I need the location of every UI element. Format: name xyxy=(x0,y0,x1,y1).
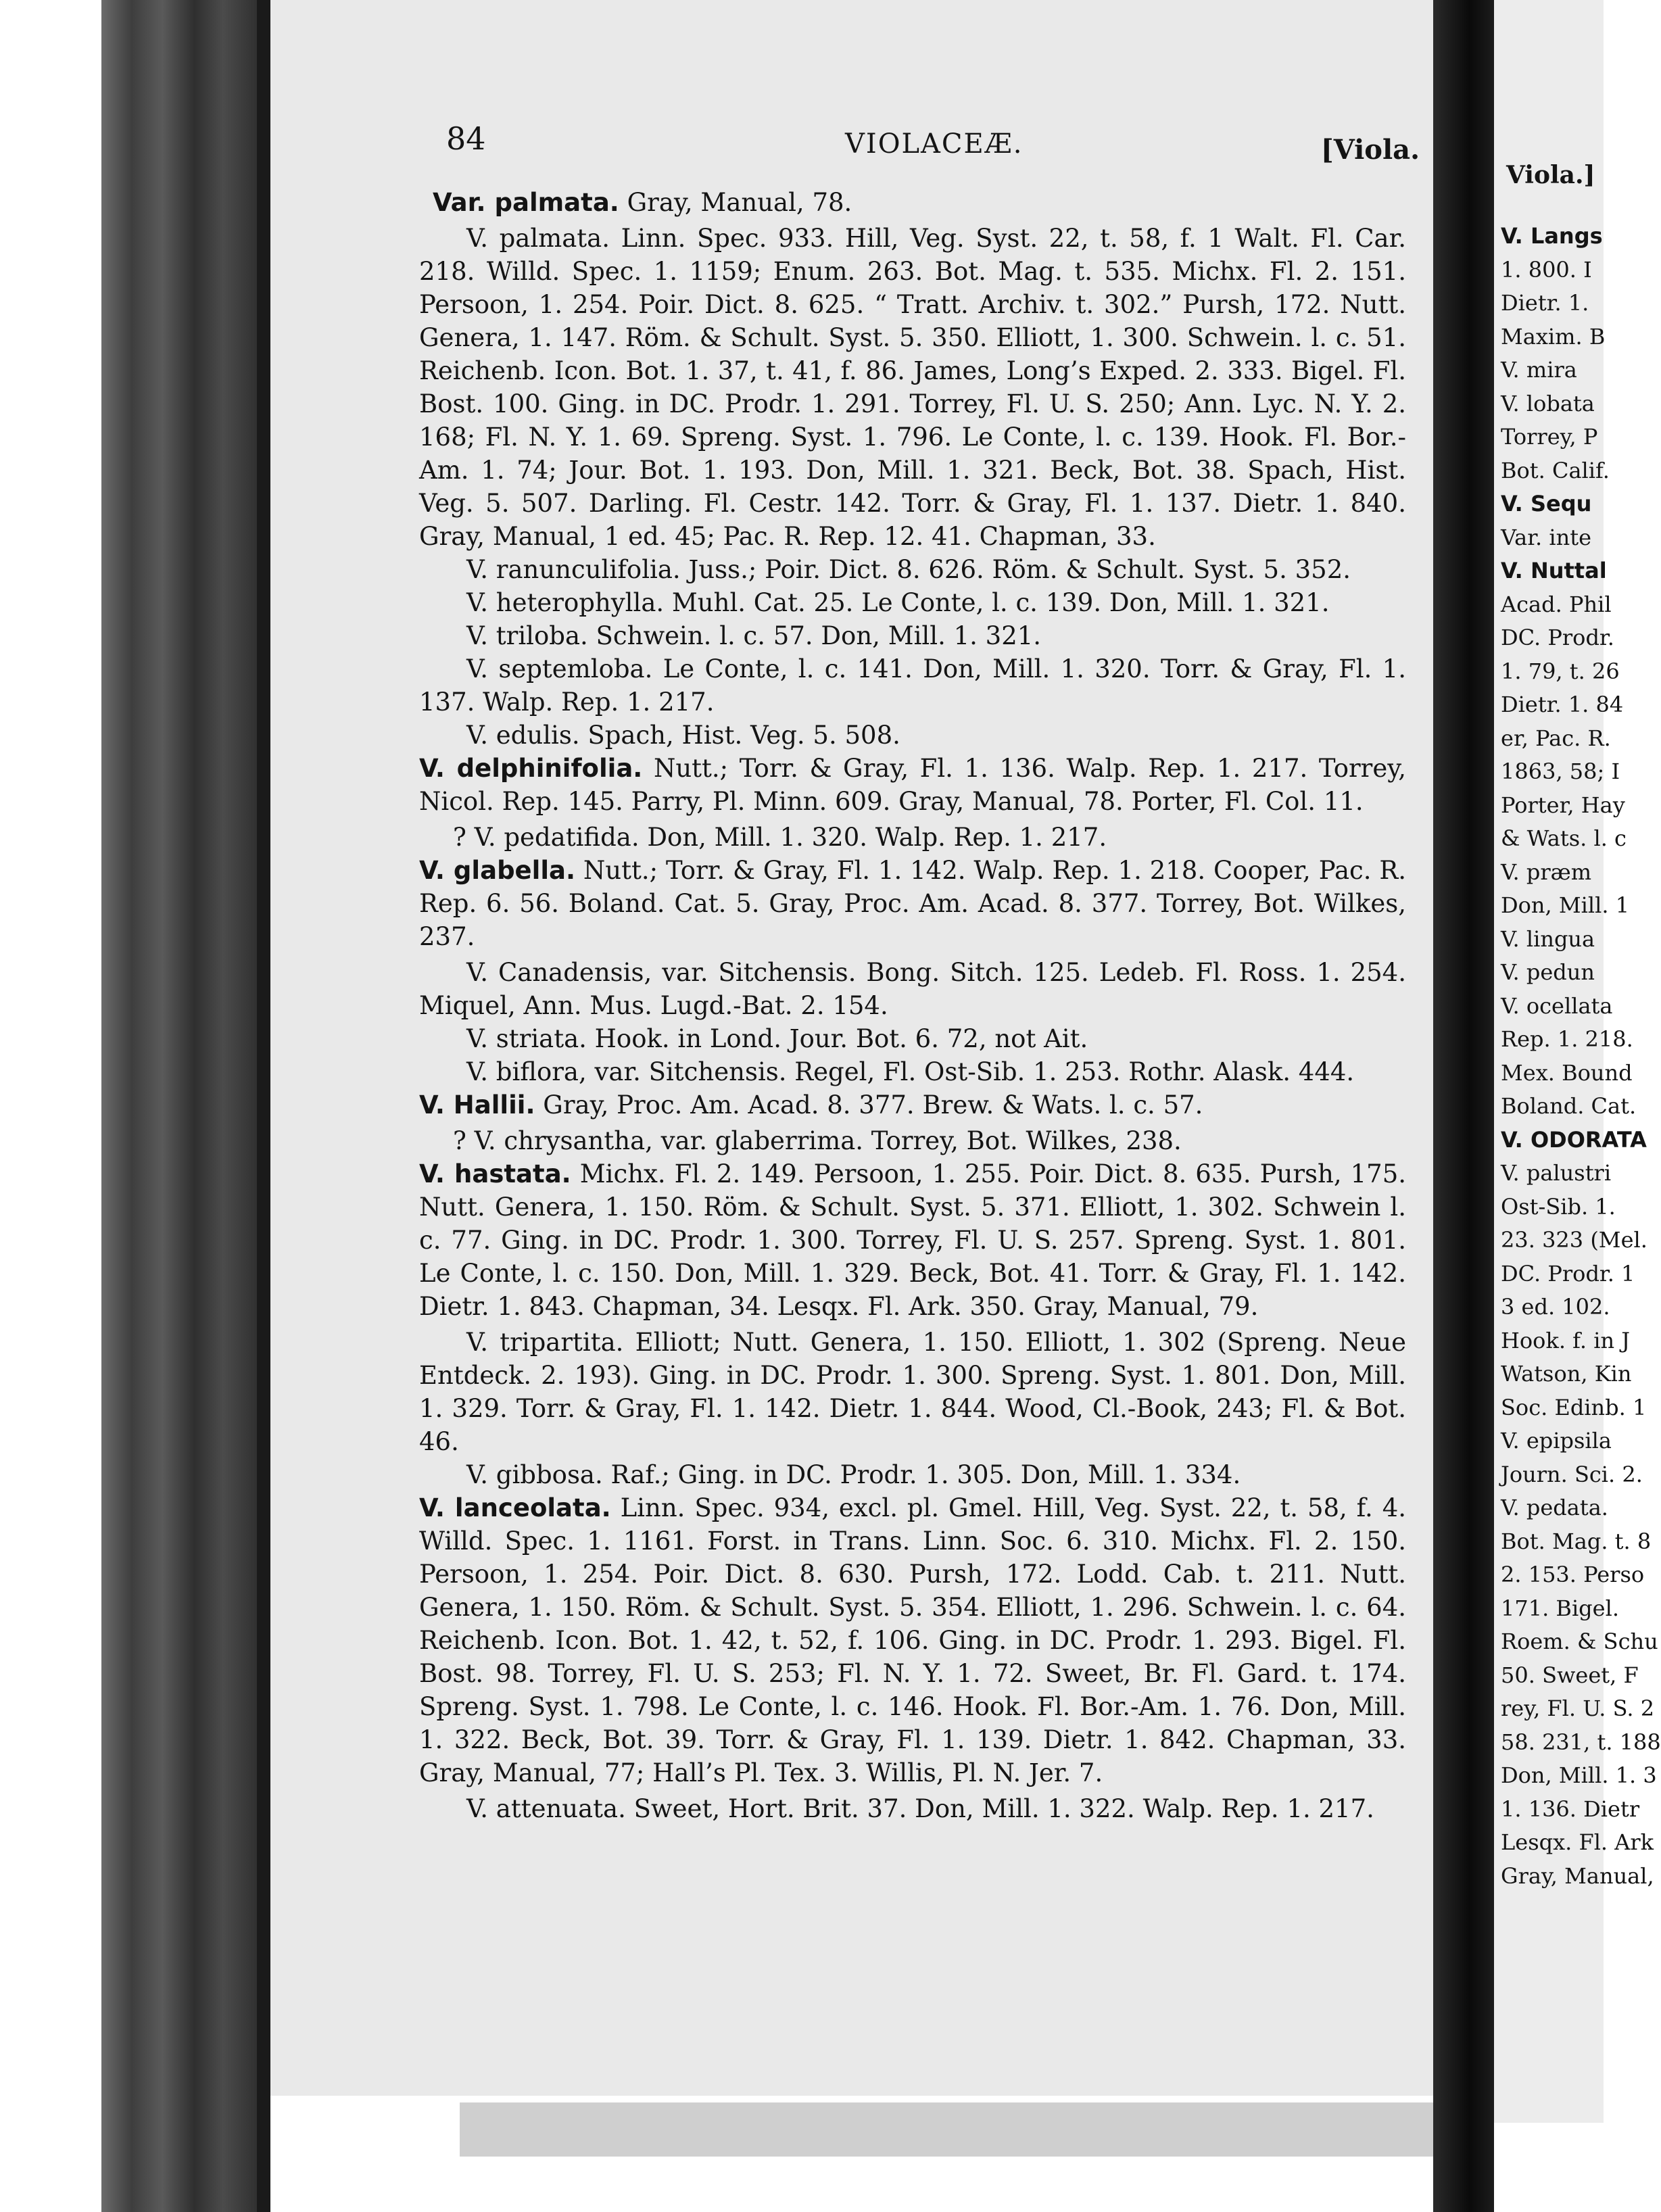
book-spine-shadow xyxy=(101,0,270,2212)
entry-palmata xyxy=(419,186,1406,219)
right-page-line: Dietr. 1. xyxy=(1501,290,1589,316)
right-page-line: V. Langs xyxy=(1501,223,1603,249)
right-page-line: 3 ed. 102. xyxy=(1501,1294,1610,1320)
synonym-pedatifida: ? V. pedatifida. Don, Mill. 1. 320. Walp. Rep. 1. 217. xyxy=(453,823,1107,852)
entry-heading: V. hastata. xyxy=(419,1159,571,1188)
right-page-line: rey, Fl. U. S. 2 xyxy=(1501,1696,1655,1721)
entry-text: Gray, Proc. Am. Acad. 8. 377. Brew. & Wats. l. c. 57. xyxy=(535,1090,1203,1120)
right-page-line: Don, Mill. 1. 3 xyxy=(1501,1762,1657,1788)
right-page-lines xyxy=(1501,220,1661,1893)
right-page-line: Don, Mill. 1 xyxy=(1501,892,1630,918)
right-page-line: Soc. Edinb. 1 xyxy=(1501,1394,1647,1420)
right-page-line: 1863, 58; I xyxy=(1501,759,1620,784)
synonym-heterophylla: V. heterophylla. Muhl. Cat. 25. Le Conte, l. c. 139. Don, Mill. 1. 321. xyxy=(466,588,1330,617)
synonym-edulis: V. edulis. Spach, Hist. Veg. 5. 508. xyxy=(466,721,900,750)
right-page-line: 50. Sweet, F xyxy=(1501,1662,1639,1688)
page-header xyxy=(446,120,1420,168)
book-gutter xyxy=(1433,0,1494,2212)
synonym-septemloba: V. septemloba. Le Conte, l. c. 141. Don, Mill. 1. 320. Torr. & Gray, Fl. 1. 137. Walp. Rep. 1. 217. xyxy=(419,654,1406,717)
right-page-line: V. præm xyxy=(1501,859,1592,885)
entry-text: Gray, Manual, 78. xyxy=(619,188,852,217)
right-page-line: 171. Bigel. xyxy=(1501,1595,1619,1621)
entry-text: Michx. Fl. 2. 149. Persoon, 1. 255. Poir. Dict. 8. 635. Pursh, 175. Nutt. Genera, 1. 150. Röm. & Schult. Syst. 5. 371. Elliott, 1. 302. Schwein l. c. 77. Ging. in DC. Prodr. 1. 300. Torrey, Fl. U. S. 257. Spreng. Syst. 1. 801. Le Conte, l. c. 150. Don, Mill. 1. 329. Beck, Bot. 41. Torr. & Gray, Fl. 1. 142. Dietr. 1. 843. Chapman, 34. Lesqx. Fl. Ark. 350. Gray, Manual, 79. xyxy=(419,1159,1407,1321)
page-edge xyxy=(257,0,270,2212)
synonym-striata: V. striata. Hook. in Lond. Jour. Bot. 6. 72, not Ait. xyxy=(466,1024,1088,1053)
synonym-biflora: V. biflora, var. Sitchensis. Regel, Fl. Ost-Sib. 1. 253. Rothr. Alask. 444. xyxy=(466,1057,1355,1086)
synonym-gibbosa: V. gibbosa. Raf.; Ging. in DC. Prodr. 1. 305. Don, Mill. 1. 334. xyxy=(466,1460,1241,1489)
right-page-line: V. palustri xyxy=(1501,1160,1612,1186)
right-page-line: Ost-Sib. 1. xyxy=(1501,1193,1616,1220)
right-page-line: 58. 231, t. 188 xyxy=(1501,1729,1661,1755)
right-page-line: V. ODORATA xyxy=(1501,1126,1647,1153)
right-page-line: Porter, Hay xyxy=(1501,792,1625,818)
right-page-line: 1. 800. I xyxy=(1501,256,1592,283)
right-page-line: V. epipsila xyxy=(1501,1428,1612,1453)
entry-glabella xyxy=(419,854,1406,953)
right-page-line: V. ocellata xyxy=(1501,992,1613,1019)
right-page-line: V. pedata. xyxy=(1501,1495,1608,1520)
right-page-line: Rep. 1. 218. xyxy=(1501,1026,1633,1052)
right-page-line: Bot. Mag. t. 8 xyxy=(1501,1528,1652,1554)
entry-text: Nutt.; Torr. & Gray, Fl. 1. 136. Walp. Rep. 1. 217. Torrey, Nicol. Rep. 145. Parry, Pl. Minn. 609. Gray, Manual, 78. Porter, Fl. Col. 11. xyxy=(419,754,1406,816)
entry-text: Nutt.; Torr. & Gray, Fl. 1. 142. Walp. Rep. 1. 218. Cooper, Pac. R. Rep. 6. 56. Boland. Cat. 5. Gray, Proc. Am. Acad. 8. 377. Torrey, Bot. Wilkes, 237. xyxy=(419,856,1406,951)
right-page-line: 23. 323 (Mel. xyxy=(1501,1227,1647,1253)
synonym-ranunculifolia: V. ranunculifolia. Juss.; Poir. Dict. 8. 626. Röm. & Schult. Syst. 5. 352. xyxy=(466,555,1351,584)
right-page-line: & Wats. l. c xyxy=(1501,825,1627,851)
running-genus: [Viola. xyxy=(1320,134,1420,166)
entry-heading: V. glabella. xyxy=(419,856,576,885)
right-page-line: Bot. Calif. xyxy=(1501,457,1610,483)
right-page-line: V. mira xyxy=(1501,357,1577,383)
right-page-line: Acad. Phil xyxy=(1501,591,1612,617)
right-page-line: V. lingua xyxy=(1501,925,1595,952)
right-page-line: Lesqx. Fl. Ark xyxy=(1501,1829,1654,1855)
right-page-line: Roem. & Schu xyxy=(1501,1629,1658,1654)
synonym-chrysantha: ? V. chrysantha, var. glaberrima. Torrey, Bot. Wilkes, 238. xyxy=(453,1126,1182,1155)
page-bottom-shadow xyxy=(460,2102,1433,2157)
entry-heading: Var. palmata. xyxy=(433,188,619,217)
entry-heading: V. lanceolata. xyxy=(419,1493,611,1522)
right-page-line: Watson, Kin xyxy=(1501,1361,1632,1387)
page-title: VIOLACEÆ. xyxy=(845,128,1024,160)
synonym-attenuata: V. attenuata. Sweet, Hort. Brit. 37. Don, Mill. 1. 322. Walp. Rep. 1. 217. xyxy=(466,1794,1374,1823)
right-page-line: Var. inte xyxy=(1501,524,1592,550)
right-page-line: Boland. Cat. xyxy=(1501,1093,1637,1119)
right-page-line: DC. Prodr. 1 xyxy=(1501,1260,1635,1287)
right-page-line: V. Sequ xyxy=(1501,491,1592,516)
page-number: 84 xyxy=(446,120,486,157)
right-page-line: V. Nuttal xyxy=(1501,558,1607,583)
right-page-line: 1. 136. Dietr xyxy=(1501,1796,1640,1822)
right-page-line: Gray, Manual, xyxy=(1501,1862,1654,1889)
right-page xyxy=(1494,0,1661,2123)
right-page-line: Maxim. B xyxy=(1501,323,1606,350)
synonym-triloba: V. triloba. Schwein. l. c. 57. Don, Mill. 1. 321. xyxy=(466,621,1042,650)
synonym-canadensis: V. Canadensis, var. Sitchensis. Bong. Sitch. 125. Ledeb. Fl. Ross. 1. 254. Miquel, Ann. Mus. Lugd.-Bat. 2. 154. xyxy=(419,958,1406,1020)
right-page-line: Dietr. 1. 84 xyxy=(1501,692,1624,717)
entry-text: Linn. Spec. 934, excl. pl. Gmel. Hill, Veg. Syst. 22, t. 58, f. 4. Willd. Spec. 1. 1161. Forst. in Trans. Linn. Soc. 6. 310. Michx. Fl. 2. 150. Persoon, 1. 254. Poir. Dict. 8. 630. Pursh, 172. Lodd. Cab. t. 211. Nutt. Genera, 1. 150. Röm. & Schult. Syst. 5. 354. Elliott, 1. 296. Schwein. l. c. 64. Reichenb. Icon. Bot. 1. 42, t. 52, f. 106. Ging. in DC. Prodr. 1. 293. Bigel. Fl. Bost. 98. Torrey, Fl. U. S. 253; Fl. N. Y. 1. 72. Sweet, Br. Fl. Gard. t. 174. Spreng. Syst. 1. 798. Le Conte, l. c. 146. Hook. Fl. Bor.-Am. 1. 76. Don, Mill. 1. 322. Beck, Bot. 39. Torr. & Gray, Fl. 1. 139. Dietr. 1. 842. Chapman, 33. Gray, Manual, 77; Hall’s Pl. Tex. 3. Willis, Pl. N. Jer. 7. xyxy=(419,1493,1406,1787)
synonym-palmata: V. palmata. Linn. Spec. 933. Hill, Veg. Syst. 22, t. 58, f. 1 Walt. Fl. Car. 218. Willd. Spec. 1. 1159; Enum. 263. Bot. Mag. t. 535. Michx. Fl. 2. 151. Persoon, 1. 254. Poir. Dict. 8. 625. “ Tratt. Archiv. t. 302.” Pursh, 172. Nutt. Genera, 1. 147. Röm. & Schult. Syst. 5. 350. Elliott, 1. 300. Schwein. l. c. 51. Reichenb. Icon. Bot. 1. 37, t. 41, f. 86. James, Long’s Exped. 2. 333. Bigel. Fl. Bost. 100. Ging. in DC. Prodr. 1. 291. Torrey, Fl. U. S. 250; Ann. Lyc. N. Y. 2. 168; Fl. N. Y. 1. 69. Spreng. Syst. 1. 796. Le Conte, l. c. 139. Hook. Fl. Bor.-Am. 1. 74; Jour. Bot. 1. 193. Don, Mill. 1. 321. Beck, Bot. 38. Spach, Hist. Veg. 5. 507. Darling. Fl. Cestr. 142. Torr. & Gray, Fl. 1. 137. Dietr. 1. 840. Gray, Manual, 1 ed. 45; Pac. R. Rep. 12. 41. Chapman, 33. xyxy=(419,224,1406,551)
right-page-line: DC. Prodr. xyxy=(1501,625,1614,650)
entry-heading: V. Hallii. xyxy=(419,1090,535,1120)
right-page-line: Journ. Sci. 2. xyxy=(1501,1461,1643,1487)
page-margin-left xyxy=(0,0,108,2212)
right-page-genus: Viola.] xyxy=(1506,161,1595,189)
right-page-line: 1. 79, t. 26 xyxy=(1501,658,1620,684)
synonym-tripartita: V. tripartita. Elliott; Nutt. Genera, 1. 150. Elliott, 1. 302 (Spreng. Neue Entdeck. 2. 193). Ging. in DC. Prodr. 1. 300. Spreng. Syst. 1. 801. Don, Mill. 1. 329. Torr. & Gray, Fl. 1. 142. Dietr. 1. 844. Wood, Cl.-Book, 243; Fl. & Bot. 46. xyxy=(419,1328,1406,1456)
right-page-line: er, Pac. R. xyxy=(1501,725,1611,751)
right-page-line: Torrey, P xyxy=(1501,424,1598,450)
page-body xyxy=(419,186,1406,1825)
right-page-line: Mex. Bound xyxy=(1501,1059,1633,1086)
right-page-line: V. lobata xyxy=(1501,390,1595,416)
entry-hastata xyxy=(419,1157,1406,1323)
right-page-line: Hook. f. in J xyxy=(1501,1327,1631,1353)
entry-heading: V. delphinifolia. xyxy=(419,754,643,783)
right-page-line: 2. 153. Perso xyxy=(1501,1562,1645,1587)
entry-lanceolata xyxy=(419,1491,1406,1789)
right-page-line: V. pedun xyxy=(1501,959,1595,985)
entry-hallii xyxy=(419,1088,1406,1122)
entry-delphinifolia xyxy=(419,752,1406,818)
